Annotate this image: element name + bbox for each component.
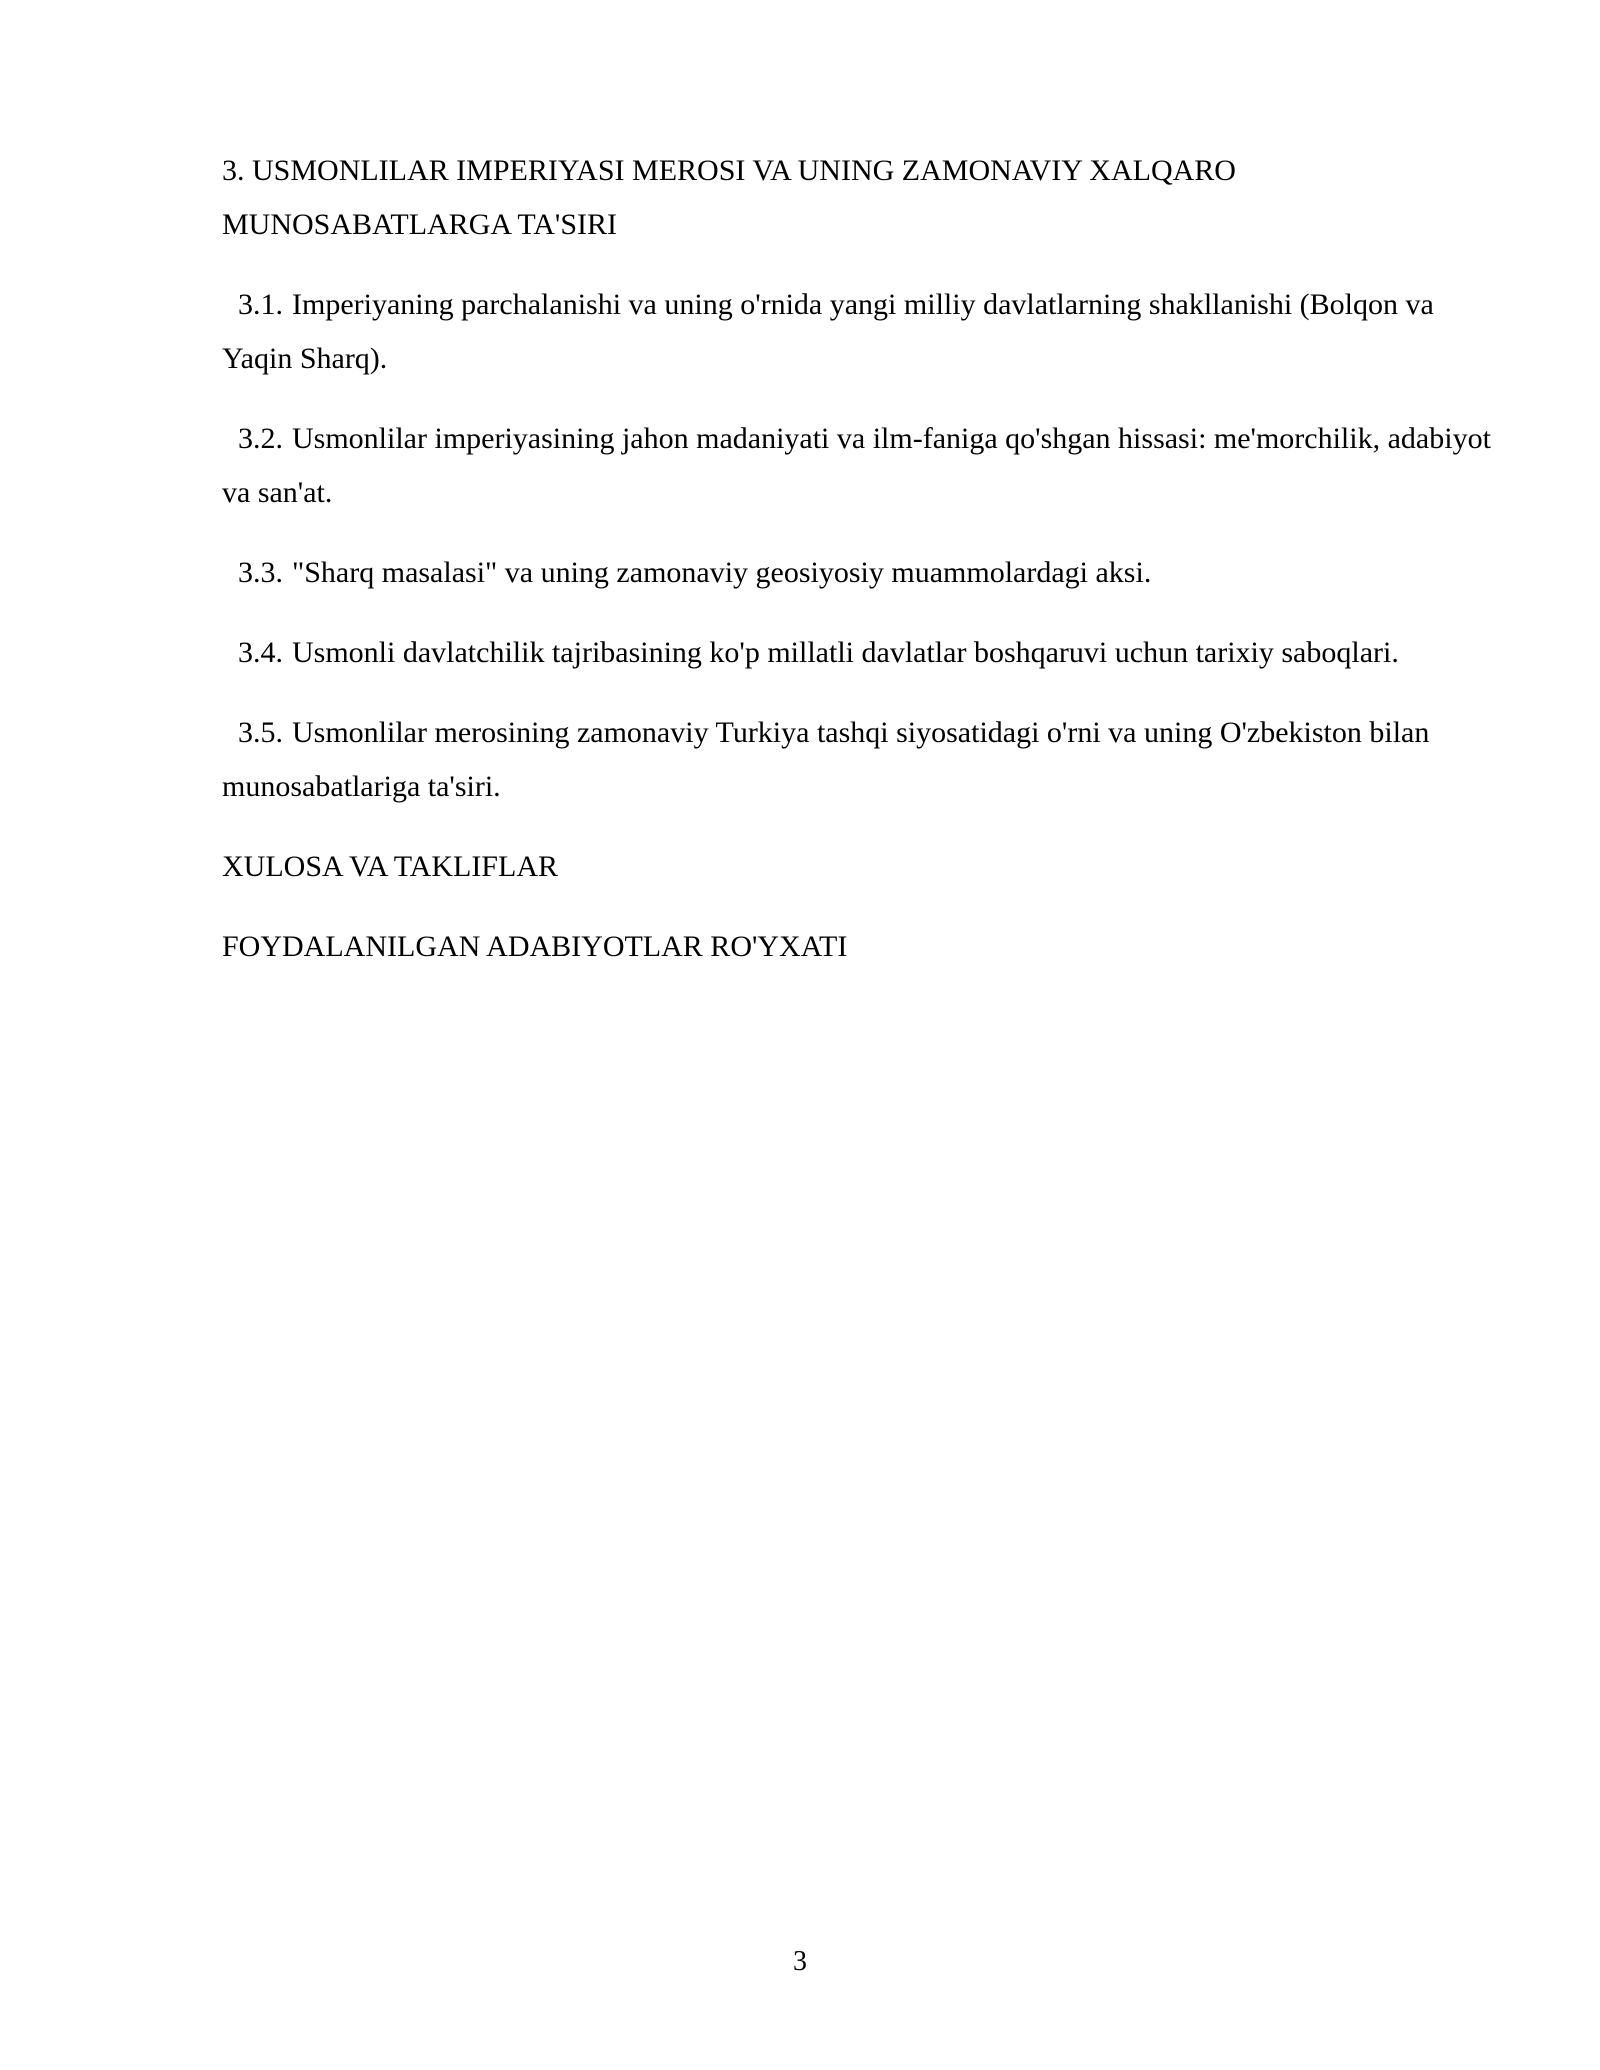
conclusion-heading: XULOSA VA TAKLIFLAR <box>222 850 558 883</box>
toc-item-number: 3.4. <box>238 636 283 669</box>
toc-item-text: Usmonlilar imperiyasining jahon madaniyati va ilm-faniga qo'shgan hissasi: me'morchilik, adabiyot va san'at. <box>222 422 1491 509</box>
toc-item-text: "Sharq masalasi" va uning zamonaviy geosiyosiy muammolardagi aksi. <box>292 556 1152 589</box>
toc-item-3-2 <box>222 412 1492 520</box>
toc-item-number: 3.1. <box>238 288 283 321</box>
toc-item-3-3 <box>222 546 1492 600</box>
toc-item-3-5 <box>222 706 1492 814</box>
page-number: 3 <box>793 1946 807 1977</box>
table-of-contents <box>222 144 1492 1000</box>
toc-item-text: Usmonli davlatchilik tajribasining ko'p millatli davlatlar boshqaruvi uchun tarixiy saboqlari. <box>292 636 1399 669</box>
toc-item-text: Usmonlilar merosining zamonaviy Turkiya tashqi siyosatidagi o'rni va uning O'zbekiston bilan munosabatlariga ta'siri. <box>222 716 1430 803</box>
toc-item-3-1 <box>222 278 1492 386</box>
toc-item-number: 3.2. <box>238 422 283 455</box>
toc-item-3-4 <box>222 626 1492 680</box>
toc-item-number: 3.5. <box>238 716 283 749</box>
references-heading: FOYDALANILGAN ADABIYOTLAR RO'YXATI <box>222 930 848 963</box>
section-heading: 3. USMONLILAR IMPERIYASI MEROSI VA UNING ZAMONAVIY XALQARO MUNOSABATLARGA TA'SIRI <box>222 154 1236 241</box>
toc-item-text: Imperiyaning parchalanishi va uning o'rnida yangi milliy davlatlarning shakllanishi (Bolqon va Yaqin Sharq). <box>222 288 1434 375</box>
toc-item-number: 3.3. <box>238 556 283 589</box>
